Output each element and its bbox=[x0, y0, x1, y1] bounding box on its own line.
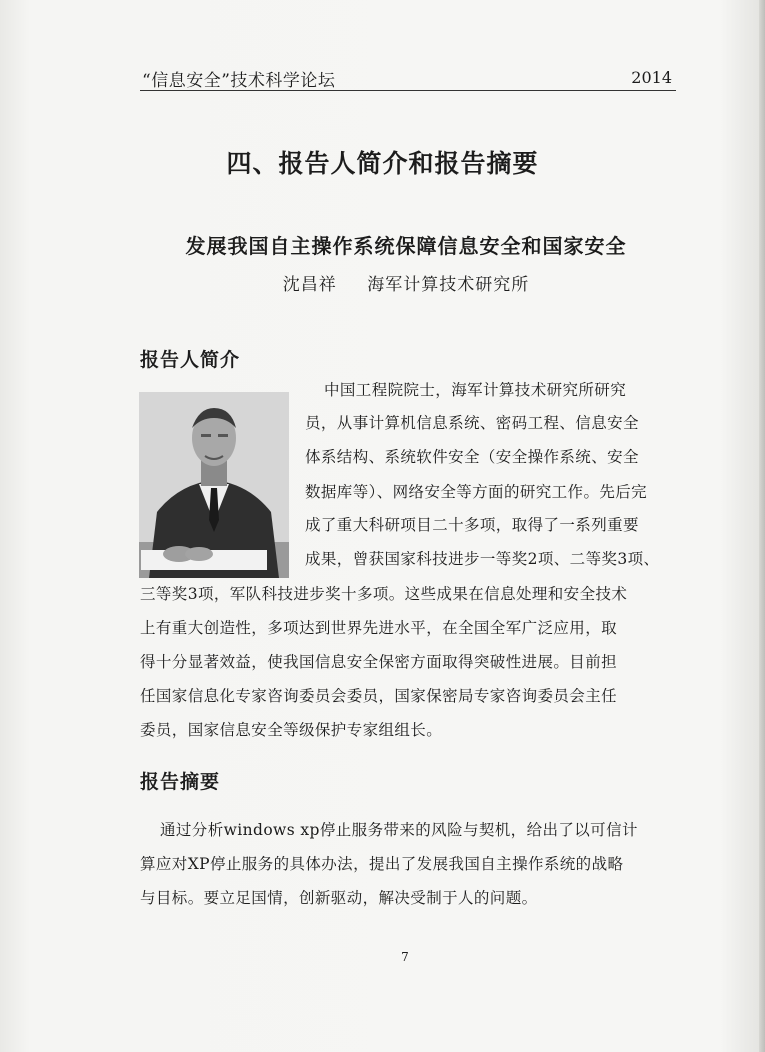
bio-line-3: 体系结构、系统软件安全（安全操作系统、安全 bbox=[305, 448, 639, 466]
page-number: 7 bbox=[401, 950, 409, 964]
abstract-line-3: 与目标。要立足国情，创新驱动，解决受制于人的问题。 bbox=[140, 889, 538, 907]
abstract-line-1: 通过分析windows xp停止服务带来的风险与契机，给出了以可信计 bbox=[160, 821, 638, 839]
bio-line-7: 三等奖3项，军队科技进步奖十多项。这些成果在信息处理和安全技术 bbox=[140, 585, 628, 603]
byline bbox=[0, 270, 765, 295]
bio-line-6: 成果，曾获国家科技进步一等奖2项、二等奖3项、 bbox=[305, 550, 660, 568]
bio-line-8: 上有重大创造性，多项达到世界先进水平，在全国全军广泛应用，取 bbox=[140, 619, 618, 637]
bio-line-4: 数据库等）、网络安全等方面的研究工作。先后完 bbox=[305, 483, 648, 501]
header-journal-title: “信息安全”技术科学论坛 bbox=[142, 71, 336, 91]
author-affiliation: 海军计算技术研究所 bbox=[367, 275, 530, 295]
portrait-image bbox=[139, 392, 289, 578]
bio-line-2: 员，从事计算机信息系统、密码工程、信息安全 bbox=[305, 414, 639, 432]
section-title: 四、报告人简介和报告摘要 bbox=[226, 149, 539, 178]
abstract-heading: 报告摘要 bbox=[140, 771, 221, 793]
bio-line-9: 得十分显著效益，使我国信息安全保密方面取得突破性进展。目前担 bbox=[140, 653, 618, 671]
bio-line-10: 任国家信息化专家咨询委员会委员，国家保密局专家咨询委员会主任 bbox=[140, 687, 618, 705]
running-header bbox=[140, 64, 676, 91]
bio-line-1: 中国工程院院士，海军计算技术研究所研究 bbox=[324, 381, 627, 399]
portrait-photo bbox=[139, 392, 289, 578]
article-title: 发展我国自主操作系统保障信息安全和国家安全 bbox=[185, 234, 627, 258]
bio-line-5: 成了重大科研项目二十多项，取得了一系列重要 bbox=[305, 516, 639, 534]
abstract-line-2: 算应对XP停止服务的具体办法，提出了发展我国自主操作系统的战略 bbox=[140, 855, 624, 873]
bio-heading: 报告人简介 bbox=[140, 349, 241, 371]
bio-line-11: 委员，国家信息安全等级保护专家组组长。 bbox=[140, 721, 443, 739]
header-year: 2014 bbox=[631, 68, 672, 87]
author-name: 沈昌祥 bbox=[282, 275, 337, 295]
